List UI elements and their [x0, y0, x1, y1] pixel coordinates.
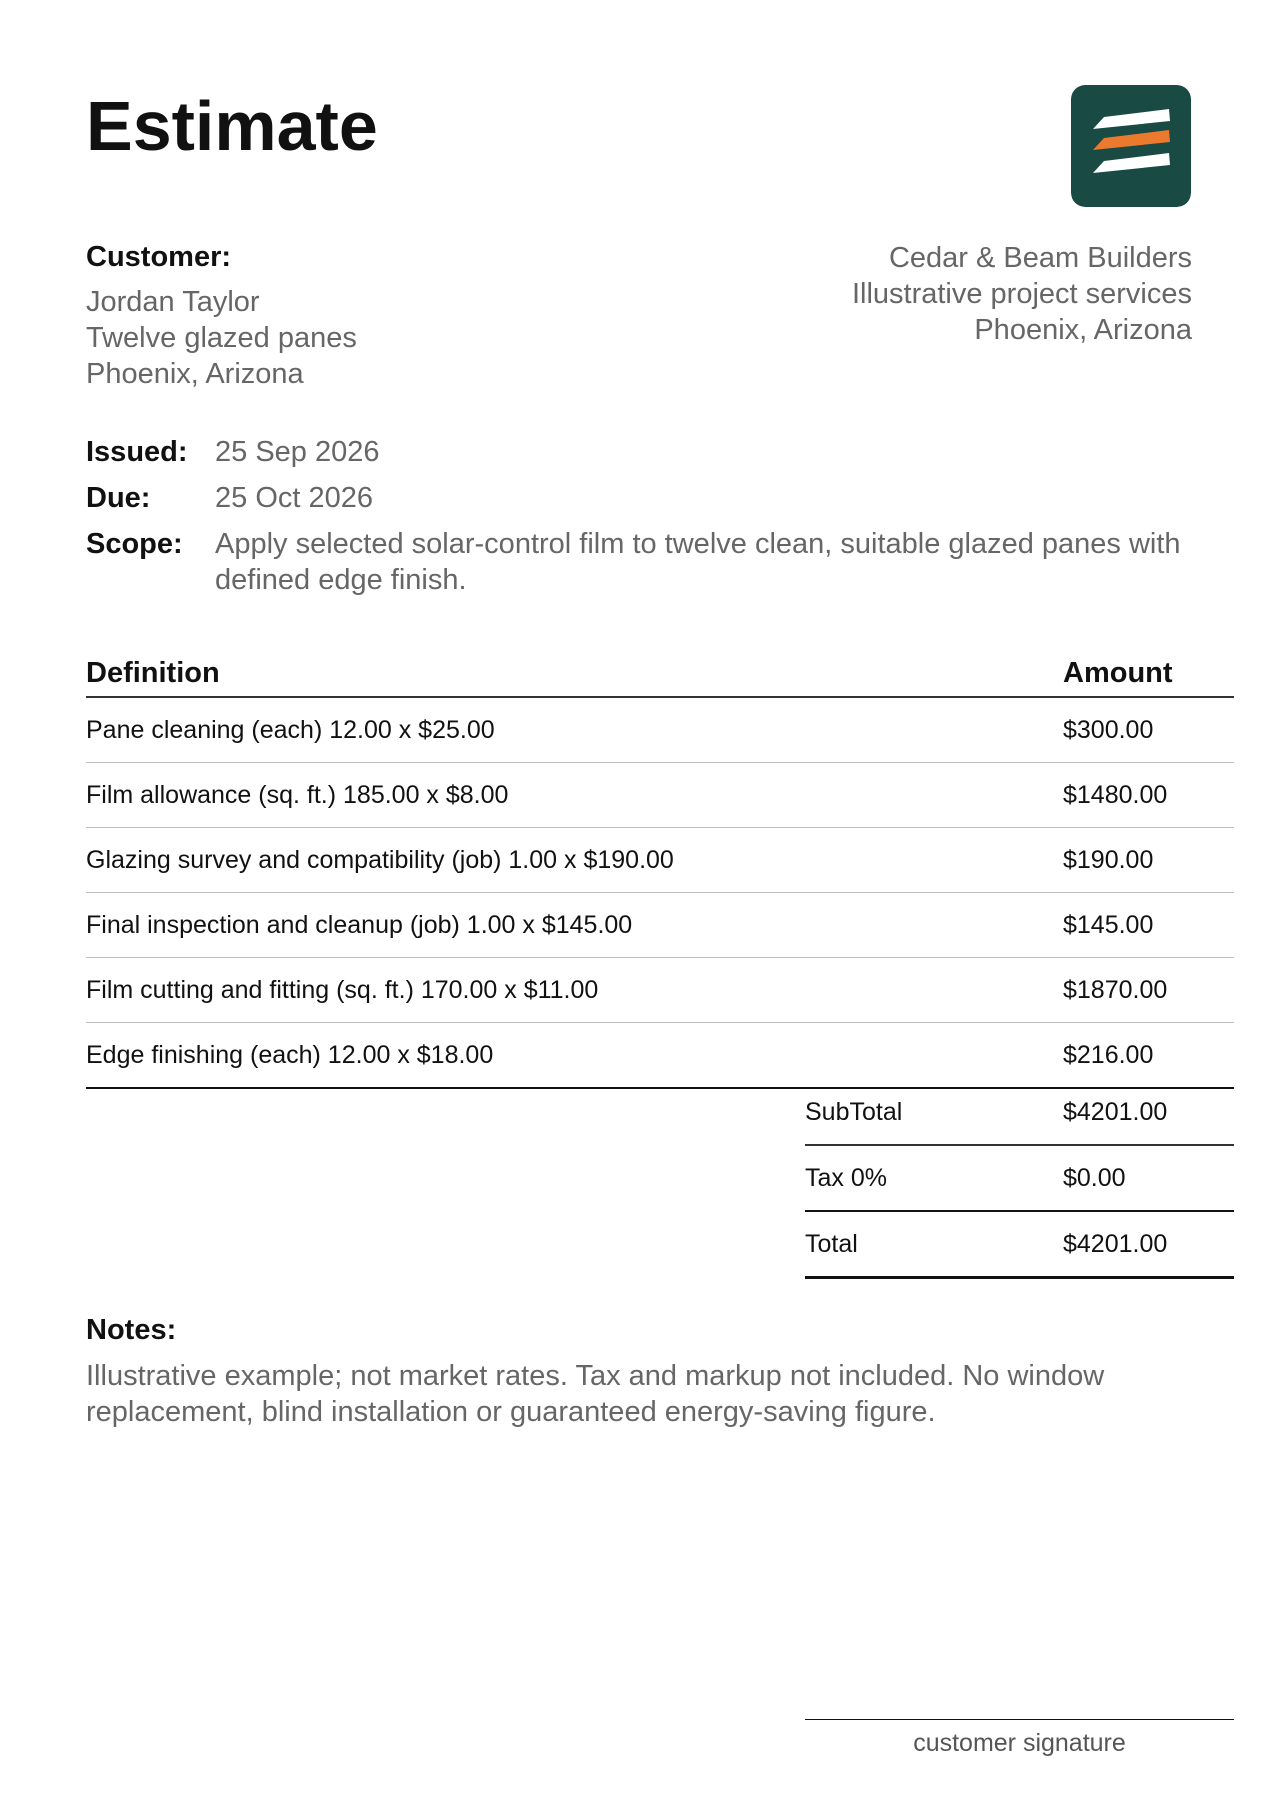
item-amount: $300.00 [1063, 697, 1234, 763]
company-name: Cedar & Beam Builders [888, 242, 1192, 274]
total-label: Total [805, 1211, 1063, 1278]
item-amount: $1870.00 [1063, 958, 1234, 1023]
due-row [86, 478, 1206, 524]
customer-label: Customer: [86, 241, 232, 273]
scope-text: Apply selected solar-control film to twelve clean, suitable glazed panes with defined edge finish. [215, 528, 1181, 596]
definition-header: Definition [86, 650, 1063, 697]
table-row [86, 893, 1234, 958]
company-details [852, 240, 1192, 348]
subtotal-row [805, 1080, 1234, 1145]
table-row [86, 1023, 1234, 1089]
total-amount: $4201.00 [1063, 1211, 1234, 1278]
table-row [86, 828, 1234, 893]
company-location: Phoenix, Arizona [974, 314, 1192, 346]
signature-line [805, 1719, 1234, 1720]
item-amount: $145.00 [1063, 893, 1234, 958]
notes-label: Notes: [86, 1314, 177, 1346]
customer-name: Jordan Taylor [86, 286, 260, 318]
item-amount: $1480.00 [1063, 763, 1234, 828]
subtotal-label: SubTotal [805, 1080, 1063, 1145]
table-row [86, 958, 1234, 1023]
table-header-row [86, 650, 1234, 697]
due-label: Due: [86, 482, 151, 514]
line-items-table [86, 650, 1234, 1089]
total-row [805, 1211, 1234, 1278]
customer-details [86, 284, 357, 392]
estimate-meta [86, 432, 1206, 598]
issued-label: Issued: [86, 436, 188, 468]
scope-label: Scope: [86, 528, 183, 560]
item-definition: Film allowance (sq. ft.) 185.00 x $8.00 [86, 763, 1063, 828]
item-amount: $216.00 [1063, 1023, 1234, 1089]
totals-table [805, 1080, 1234, 1279]
table-row [86, 763, 1234, 828]
customer-project: Twelve glazed panes [86, 322, 357, 354]
issued-row [86, 432, 1206, 478]
item-definition: Pane cleaning (each) 12.00 x $25.00 [86, 697, 1063, 763]
notes-text: Illustrative example; not market rates. Tax and markup not included. No window replacement, blind installation or guaranteed energy-saving figure. [86, 1360, 1105, 1428]
tax-row [805, 1145, 1234, 1211]
subtotal-amount: $4201.00 [1063, 1080, 1234, 1145]
due-date: 25 Oct 2026 [215, 482, 373, 514]
company-tagline: Illustrative project services [851, 278, 1192, 310]
tax-label: Tax 0% [805, 1145, 1063, 1211]
customer-location: Phoenix, Arizona [86, 358, 304, 390]
item-definition: Glazing survey and compatibility (job) 1.00 x $190.00 [86, 828, 1063, 893]
amount-header: Amount [1063, 650, 1234, 697]
table-row [86, 697, 1234, 763]
signature-label: customer signature [913, 1729, 1126, 1757]
issued-date: 25 Sep 2026 [215, 436, 380, 468]
company-logo-icon [1071, 85, 1191, 207]
page-title: Estimate [86, 87, 378, 165]
tax-amount: $0.00 [1063, 1145, 1234, 1211]
scope-row [86, 524, 1206, 598]
item-amount: $190.00 [1063, 828, 1234, 893]
item-definition: Film cutting and fitting (sq. ft.) 170.00 x $11.00 [86, 958, 1063, 1023]
item-definition: Edge finishing (each) 12.00 x $18.00 [86, 1023, 1063, 1089]
item-definition: Final inspection and cleanup (job) 1.00 x $145.00 [86, 893, 1063, 958]
